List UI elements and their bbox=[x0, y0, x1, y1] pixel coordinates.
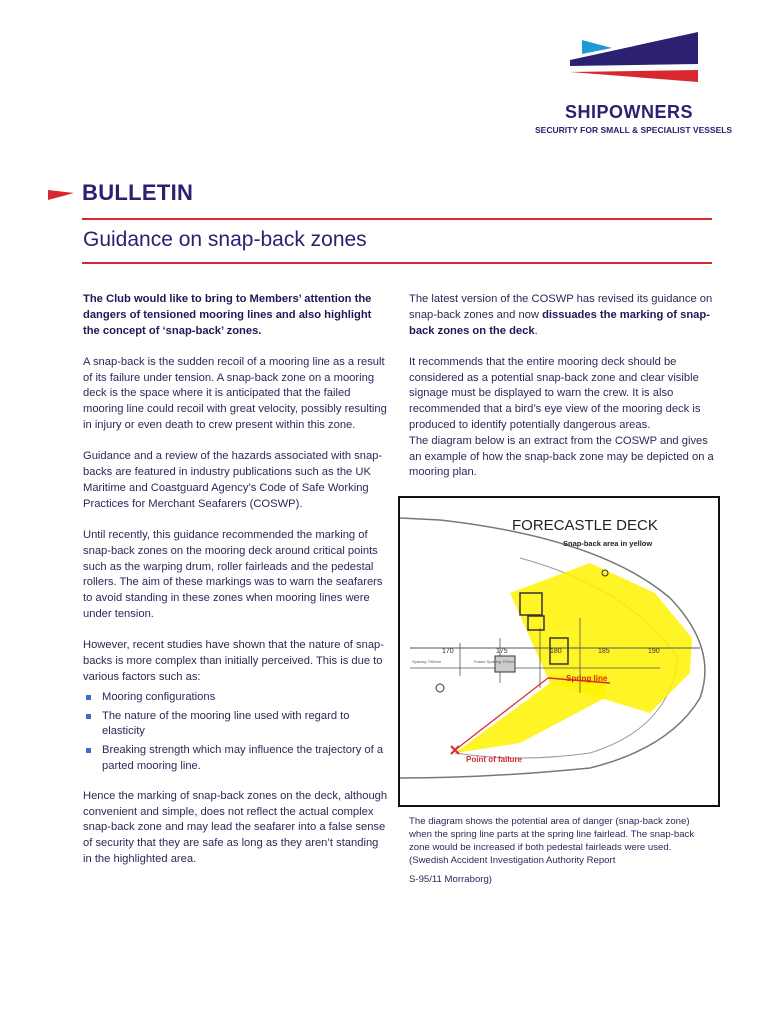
point-of-failure-icon bbox=[451, 746, 459, 754]
frame-number: 175 bbox=[496, 648, 508, 655]
point-of-failure-label: Point of failure bbox=[466, 755, 522, 764]
title-rule-top bbox=[82, 218, 712, 220]
paragraph-revised-guidance bbox=[409, 292, 719, 339]
paragraph-diagram-intro: The diagram below is an extract from the COSWP and gives an example of how the snap-back zone may be depicted on a mooring plan. bbox=[409, 434, 714, 479]
factor-list bbox=[83, 690, 388, 775]
paragraph-coswp: Guidance and a review of the hazards associated with snap-backs are featured in industry publications such as the UK Maritime and Coastguard Agency’s Code of Safe Working Practices for Merchant Seafarers (COSWP). bbox=[83, 450, 383, 510]
paragraph-recommendation: It recommends that the entire mooring deck should be considered as a potential snap-back zone and clear visible signage must be displayed to warn the crew. It is also recommended that a bird’s eye view of the mooring deck is produced to identify potentially dangerous areas. bbox=[409, 355, 701, 432]
revised-guidance-end: . bbox=[534, 324, 538, 337]
caption-text: The diagram shows the potential area of danger (snap-back zone) when the spring line parts at the spring line fairlead. The snap-back zone would be increased if both pedestal fairleads were used. (Swedish Accident Investigation Authority Report bbox=[409, 816, 695, 866]
shipowners-logo bbox=[530, 30, 740, 140]
title-rule-bottom bbox=[82, 262, 712, 264]
paragraph-conclusion: Hence the marking of snap-back zones on the deck, although convenient and simple, does not reflect the actual complex snap-back zone and may lead the seafarer into a false sense of security that they are safe as long as they aren’t standing in the highlighted area. bbox=[83, 789, 388, 865]
right-column bbox=[409, 292, 719, 497]
frame-number: 170 bbox=[442, 648, 454, 655]
snap-back-zone-lower bbox=[455, 673, 605, 753]
brand-name: SHIPOWNERS bbox=[565, 102, 694, 122]
deck-plan-drawing bbox=[400, 498, 718, 805]
caption-reference: S-95/11 Morraborg) bbox=[409, 874, 493, 885]
page-title: Guidance on snap-back zones bbox=[83, 228, 367, 251]
frame-number: 185 bbox=[598, 648, 610, 655]
list-item: The nature of the mooring line used with regard to elasticity bbox=[83, 709, 388, 741]
spacing-note: Spacing 700mm bbox=[412, 659, 441, 664]
flag-logo-icon bbox=[570, 30, 730, 96]
list-item: Breaking strength which may influence the trajectory of a parted mooring line. bbox=[83, 743, 388, 775]
paragraph-recent-studies: However, recent studies have shown that the nature of snap-backs is more complex than initially perceived. This is due to various factors such as: bbox=[83, 639, 384, 683]
paragraph-previous-guidance: Until recently, this guidance recommended the marking of snap-back zones on the mooring deck around critical points such as the warping drum, roller fairleads and the pedestal rollers. The aim of these markings was to warn the seafarers to avoid standing in these zones when mooring lines were under tension. bbox=[83, 529, 383, 621]
brand-tagline: SECURITY FOR SMALL & SPECIALIST VESSELS bbox=[535, 125, 733, 135]
revised-guidance-text: The latest version of the COSWP has revised its guidance on snap-back zones and now bbox=[409, 293, 713, 321]
list-item: Mooring configurations bbox=[83, 690, 388, 706]
diagram-subtitle: Snap-back area in yellow bbox=[563, 539, 653, 548]
frame-number: 190 bbox=[648, 648, 660, 655]
forecastle-deck-diagram bbox=[398, 496, 720, 807]
red-pennant-icon bbox=[48, 189, 74, 201]
fairlead-icon bbox=[436, 684, 444, 692]
spacing-note: Frame Spacing 700mm bbox=[474, 659, 516, 664]
frame-number: 180 bbox=[550, 648, 562, 655]
left-column bbox=[83, 292, 388, 883]
spring-line-label: Spring line bbox=[566, 674, 608, 683]
bulletin-label: BULLETIN bbox=[82, 180, 194, 205]
diagram-title: FORECASTLE DECK bbox=[512, 517, 658, 534]
paragraph-snap-back-definition: A snap-back is the sudden recoil of a mooring line as a result of its failure under tension. A snap-back zone on a mooring deck is the space where it is anticipated that the failed mooring line could recoil with great velocity, possibly resulting in injury or even death to crew present within this zone. bbox=[83, 355, 387, 432]
revised-guidance-emphasis: dissuades the marking of snap-back zones on the deck bbox=[409, 308, 710, 337]
diagram-caption bbox=[409, 815, 709, 886]
intro-paragraph: The Club would like to bring to Members’ attention the dangers of tensioned mooring lines and also highlight the concept of ‘snap-back’ zones. bbox=[83, 293, 372, 337]
